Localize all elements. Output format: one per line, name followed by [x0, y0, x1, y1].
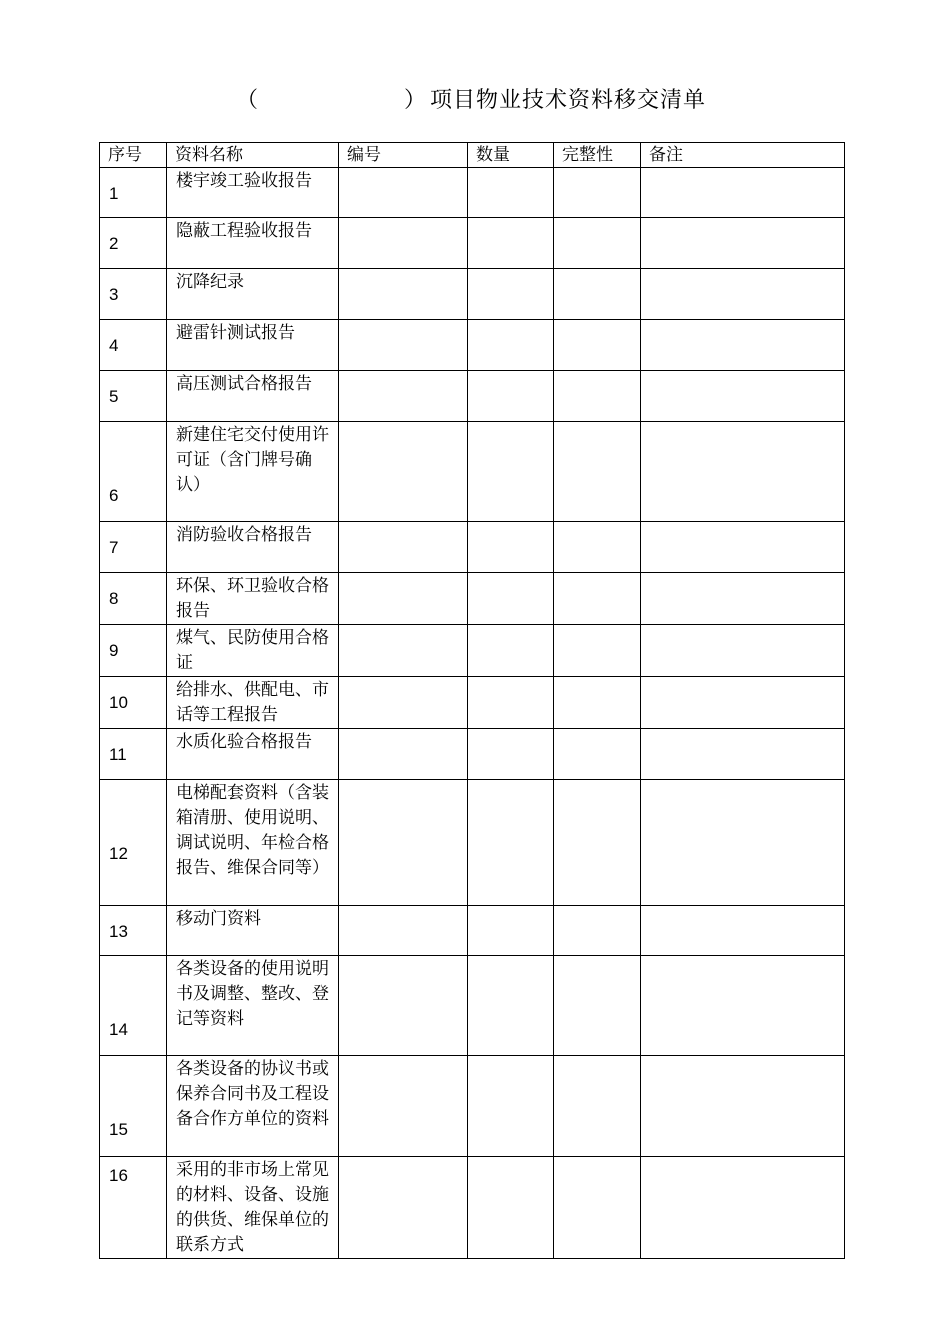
row-code-cell[interactable] — [339, 780, 468, 906]
handover-table — [99, 142, 845, 1259]
row-completeness-cell[interactable] — [554, 218, 641, 269]
row-item-name: 水质化验合格报告 — [167, 729, 339, 780]
title-text: 项目物业技术资料移交清单 — [430, 88, 707, 113]
row-completeness-cell[interactable] — [554, 625, 641, 677]
row-code-cell[interactable] — [339, 522, 468, 573]
row-quantity-cell[interactable] — [468, 625, 554, 677]
row-seq-number: 12 — [109, 844, 128, 863]
row-seq-number: 7 — [109, 538, 119, 557]
row-seq-cell — [100, 780, 167, 906]
row-item-name: 高压测试合格报告 — [167, 371, 339, 422]
table-row — [100, 573, 845, 625]
row-seq-cell — [100, 729, 167, 780]
row-completeness-cell[interactable] — [554, 422, 641, 522]
row-seq-number: 16 — [109, 1166, 128, 1185]
row-seq-number: 15 — [109, 1120, 128, 1139]
table-row — [100, 729, 845, 780]
row-item-name: 各类设备的使用说明书及调整、整改、登记等资料 — [167, 956, 339, 1056]
row-quantity-cell[interactable] — [468, 780, 554, 906]
table-row — [100, 269, 845, 320]
row-quantity-cell[interactable] — [468, 956, 554, 1056]
table-row — [100, 906, 845, 956]
row-seq-cell — [100, 1157, 167, 1259]
row-remarks-cell[interactable] — [641, 522, 845, 573]
row-completeness-cell[interactable] — [554, 371, 641, 422]
row-code-cell[interactable] — [339, 906, 468, 956]
table-row — [100, 320, 845, 371]
row-remarks-cell[interactable] — [641, 780, 845, 906]
row-seq-number: 13 — [109, 922, 128, 941]
row-remarks-cell[interactable] — [641, 371, 845, 422]
row-quantity-cell[interactable] — [468, 573, 554, 625]
row-seq-number: 11 — [109, 745, 127, 764]
header-seq: 序号 — [100, 143, 167, 168]
row-seq-cell — [100, 320, 167, 371]
row-remarks-cell[interactable] — [641, 906, 845, 956]
table-row — [100, 956, 845, 1056]
row-remarks-cell[interactable] — [641, 168, 845, 218]
header-completeness: 完整性 — [554, 143, 641, 168]
row-item-name: 隐蔽工程验收报告 — [167, 218, 339, 269]
row-seq-number: 6 — [109, 486, 119, 505]
header-code: 编号 — [339, 143, 468, 168]
row-remarks-cell[interactable] — [641, 677, 845, 729]
row-item-name: 消防验收合格报告 — [167, 522, 339, 573]
row-completeness-cell[interactable] — [554, 906, 641, 956]
row-quantity-cell[interactable] — [468, 320, 554, 371]
table-row — [100, 218, 845, 269]
row-quantity-cell[interactable] — [468, 1157, 554, 1259]
row-item-name: 环保、环卫验收合格报告 — [167, 573, 339, 625]
row-code-cell[interactable] — [339, 956, 468, 1056]
row-item-name: 各类设备的协议书或保养合同书及工程设备合作方单位的资料 — [167, 1056, 339, 1157]
row-remarks-cell[interactable] — [641, 1056, 845, 1157]
table-header-row — [100, 143, 845, 168]
row-completeness-cell[interactable] — [554, 522, 641, 573]
row-quantity-cell[interactable] — [468, 522, 554, 573]
row-completeness-cell[interactable] — [554, 677, 641, 729]
row-seq-cell — [100, 625, 167, 677]
row-seq-number: 2 — [109, 234, 119, 253]
row-code-cell[interactable] — [339, 677, 468, 729]
row-seq-cell — [100, 1056, 167, 1157]
row-seq-number: 5 — [109, 387, 119, 406]
table-row — [100, 625, 845, 677]
row-code-cell[interactable] — [339, 729, 468, 780]
row-item-name: 电梯配套资料（含装箱清册、使用说明、调试说明、年检合格报告、维保合同等） — [167, 780, 339, 906]
row-remarks-cell[interactable] — [641, 956, 845, 1056]
row-completeness-cell[interactable] — [554, 168, 641, 218]
row-item-name: 新建住宅交付使用许可证（含门牌号确认） — [167, 422, 339, 522]
row-completeness-cell[interactable] — [554, 1157, 641, 1259]
row-seq-cell — [100, 677, 167, 729]
row-item-name: 楼宇竣工验收报告 — [167, 168, 339, 218]
row-remarks-cell[interactable] — [641, 320, 845, 371]
row-quantity-cell[interactable] — [468, 906, 554, 956]
row-seq-number: 10 — [109, 693, 128, 712]
row-item-name: 移动门资料 — [167, 906, 339, 956]
row-code-cell[interactable] — [339, 269, 468, 320]
document-title — [0, 84, 950, 118]
row-remarks-cell[interactable] — [641, 218, 845, 269]
row-quantity-cell[interactable] — [468, 729, 554, 780]
row-seq-number: 1 — [109, 184, 119, 203]
row-code-cell[interactable] — [339, 320, 468, 371]
row-item-name: 避雷针测试报告 — [167, 320, 339, 371]
row-remarks-cell[interactable] — [641, 625, 845, 677]
row-quantity-cell[interactable] — [468, 677, 554, 729]
row-completeness-cell[interactable] — [554, 573, 641, 625]
row-quantity-cell[interactable] — [468, 168, 554, 218]
row-quantity-cell[interactable] — [468, 218, 554, 269]
row-completeness-cell[interactable] — [554, 956, 641, 1056]
table-row — [100, 422, 845, 522]
row-code-cell[interactable] — [339, 1157, 468, 1259]
row-completeness-cell[interactable] — [554, 269, 641, 320]
header-remarks: 备注 — [641, 143, 845, 168]
row-code-cell[interactable] — [339, 218, 468, 269]
table-row — [100, 1056, 845, 1157]
row-seq-cell — [100, 269, 167, 320]
row-code-cell[interactable] — [339, 1056, 468, 1157]
header-name: 资料名称 — [167, 143, 339, 168]
table-row — [100, 1157, 845, 1259]
row-seq-number: 3 — [109, 285, 119, 304]
row-code-cell[interactable] — [339, 168, 468, 218]
row-item-name: 给排水、供配电、市话等工程报告 — [167, 677, 339, 729]
row-code-cell[interactable] — [339, 573, 468, 625]
header-quantity: 数量 — [468, 143, 554, 168]
table-row — [100, 371, 845, 422]
row-code-cell[interactable] — [339, 625, 468, 677]
row-remarks-cell[interactable] — [641, 269, 845, 320]
row-completeness-cell[interactable] — [554, 320, 641, 371]
table-row — [100, 522, 845, 573]
table-row — [100, 780, 845, 906]
row-seq-number: 9 — [109, 641, 119, 660]
row-remarks-cell[interactable] — [641, 729, 845, 780]
row-completeness-cell[interactable] — [554, 1056, 641, 1157]
row-seq-cell — [100, 218, 167, 269]
row-seq-cell — [100, 906, 167, 956]
row-remarks-cell[interactable] — [641, 422, 845, 522]
row-item-name: 煤气、民防使用合格证 — [167, 625, 339, 677]
row-quantity-cell[interactable] — [468, 371, 554, 422]
row-seq-cell — [100, 573, 167, 625]
row-item-name: 沉降纪录 — [167, 269, 339, 320]
table-row — [100, 677, 845, 729]
row-quantity-cell[interactable] — [468, 1056, 554, 1157]
row-item-name: 采用的非市场上常见的材料、设备、设施的供货、维保单位的联系方式 — [167, 1157, 339, 1259]
row-seq-cell — [100, 168, 167, 218]
title-open-paren: （ — [236, 88, 259, 113]
title-close-paren: ） — [404, 88, 427, 113]
row-seq-number: 14 — [109, 1020, 128, 1039]
row-seq-cell — [100, 422, 167, 522]
row-quantity-cell[interactable] — [468, 422, 554, 522]
row-seq-cell — [100, 371, 167, 422]
row-seq-number: 8 — [109, 589, 119, 608]
row-completeness-cell[interactable] — [554, 780, 641, 906]
row-code-cell[interactable] — [339, 371, 468, 422]
row-seq-cell — [100, 956, 167, 1056]
row-seq-number: 4 — [109, 336, 119, 355]
table-row — [100, 168, 845, 218]
row-remarks-cell[interactable] — [641, 1157, 845, 1259]
row-remarks-cell[interactable] — [641, 573, 845, 625]
row-seq-cell — [100, 522, 167, 573]
row-completeness-cell[interactable] — [554, 729, 641, 780]
row-code-cell[interactable] — [339, 422, 468, 522]
row-quantity-cell[interactable] — [468, 269, 554, 320]
